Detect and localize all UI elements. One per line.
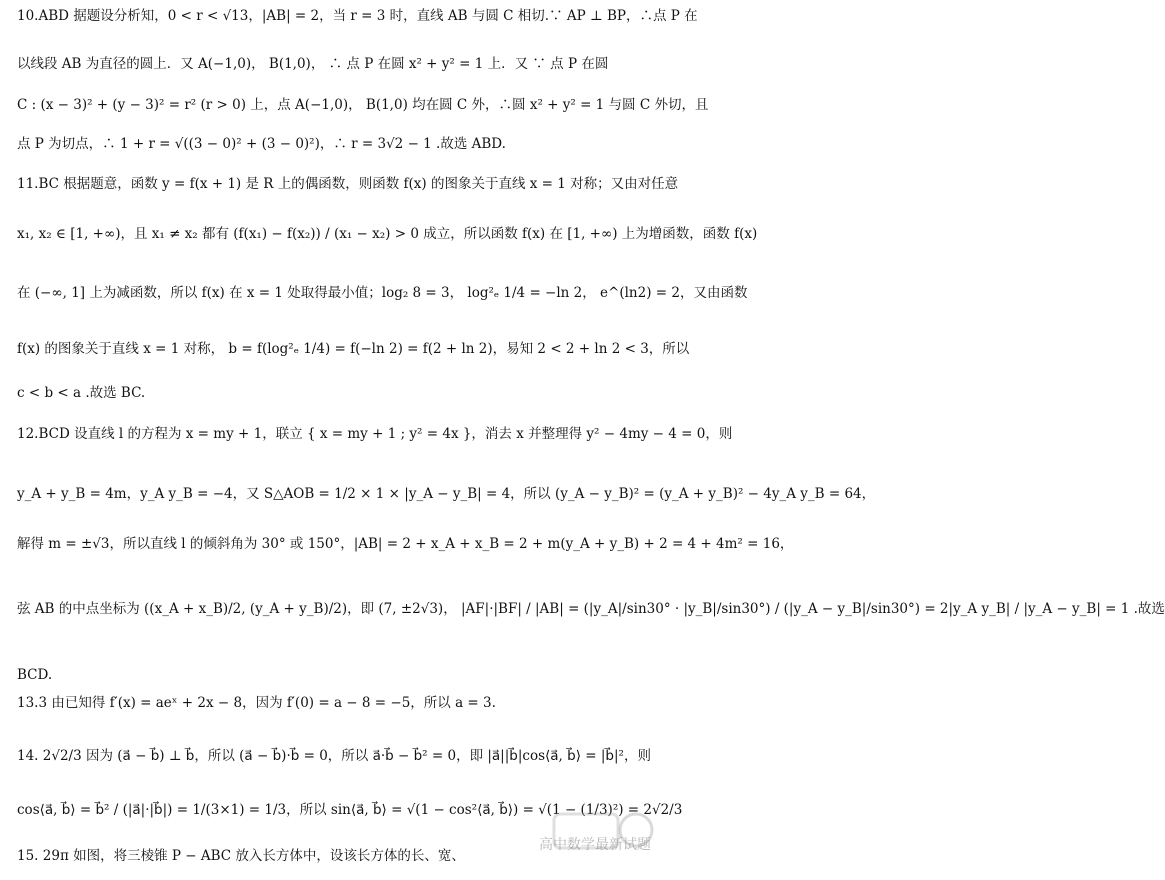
line-14-2: cos⟨a⃗, b⃗⟩ = b⃗² / (|a⃗|·|b⃗|) = 1/(3×1) = 1/3，所以 sin⟨a⃗, b⃗⟩ = √(1 − cos²⟨a⃗, b⃗⟩) = √(1 − (1/3)²) = 2√2/3 bbox=[17, 802, 683, 818]
line-11-2: x₁, x₂ ∈ [1, +∞)，且 x₁ ≠ x₂ 都有 (f(x₁) − f(x₂)) / (x₁ − x₂) > 0 成立，所以函数 f(x) 在 [1, +∞) 上为增函数，函数 f(x) bbox=[17, 226, 758, 242]
line-11-5: c < b < a .故选 BC. bbox=[17, 385, 146, 401]
line-12-5: BCD. bbox=[17, 667, 53, 683]
line-11-4: f(x) 的图象关于直线 x = 1 对称， b = f(log²ₑ 1/4) = f(−ln 2) = f(2 + ln 2)，易知 2 < 2 + ln 2 < 3，所以 bbox=[17, 341, 690, 357]
line-12-3: 解得 m = ±√3，所以直线 l 的倾斜角为 30° 或 150°，|AB| = 2 + x_A + x_B = 2 + m(y_A + y_B) + 2 = 4 + 4m² = 16， bbox=[17, 536, 794, 552]
line-10-3: C : (x − 3)² + (y − 3)² = r² (r > 0) 上，点 A(−1,0)， B(1,0) 均在圆 C 外，∴圆 x² + y² = 1 与圆 C 外切，且 bbox=[17, 97, 709, 113]
line-11-3: 在 (−∞, 1] 上为减函数，所以 f(x) 在 x = 1 处取得最小值；log₂ 8 = 3， log²ₑ 1/4 = −ln 2， e^(ln2) = 2，又由函数 bbox=[17, 285, 748, 301]
line-13-1: 13.3 由已知得 f′(x) = aeˣ + 2x − 8，因为 f′(0) = a − 8 = −5，所以 a = 3. bbox=[17, 695, 496, 711]
line-10-4: 点 P 为切点，∴ 1 + r = √((3 − 0)² + (3 − 0)²)，∴ r = 3√2 − 1 .故选 ABD. bbox=[17, 136, 506, 152]
line-10-2: 以线段 AB 为直径的圆上．又 A(−1,0)， B(1,0)， ∴ 点 P 在圆 x² + y² = 1 上．又 ∵ 点 P 在圆 bbox=[17, 56, 609, 72]
line-12-1: 12.BCD 设直线 l 的方程为 x = my + 1，联立 { x = my + 1 ; y² = 4x }，消去 x 并整理得 y² − 4my − 4 = 0，则 bbox=[17, 426, 733, 442]
watermark-text: 高中数学最新试题 bbox=[539, 837, 651, 853]
line-10-1: 10.ABD 据题设分析知，0 < r < √13，|AB| = 2，当 r = 3 时，直线 AB 与圆 C 相切.∵ AP ⊥ BP，∴点 P 在 bbox=[17, 8, 698, 24]
line-12-4: 弦 AB 的中点坐标为 ((x_A + x_B)/2, (y_A + y_B)/2)，即 (7, ±2√3)， |AF|·|BF| / |AB| = (|y_A|/sin30° · |y_B|/sin30°) / (|y_A − y_B|/sin30°) = 2|y_A y_B| / |y_A − y_B| = 1 .故选 bbox=[17, 601, 1165, 617]
line-15-1: 15. 29π 如图，将三棱锥 P − ABC 放入长方体中，设该长方体的长、宽、 bbox=[17, 848, 465, 864]
line-12-2: y_A + y_B = 4m，y_A y_B = −4，又 S△AOB = 1/2 × 1 × |y_A − y_B| = 4，所以 (y_A − y_B)² = (y_A + y_B)² − 4y_A y_B = 64， bbox=[17, 486, 876, 502]
line-14-1: 14. 2√2/3 因为 (a⃗ − b⃗) ⊥ b⃗，所以 (a⃗ − b⃗)·b⃗ = 0，所以 a⃗·b⃗ − b⃗² = 0，即 |a⃗||b⃗|cos⟨a⃗, b⃗⟩ = |b⃗|²，则 bbox=[17, 748, 651, 764]
line-11-1: 11.BC 根据题意，函数 y = f(x + 1) 是 R 上的偶函数，则函数 f(x) 的图象关于直线 x = 1 对称；又由对任意 bbox=[17, 176, 679, 192]
